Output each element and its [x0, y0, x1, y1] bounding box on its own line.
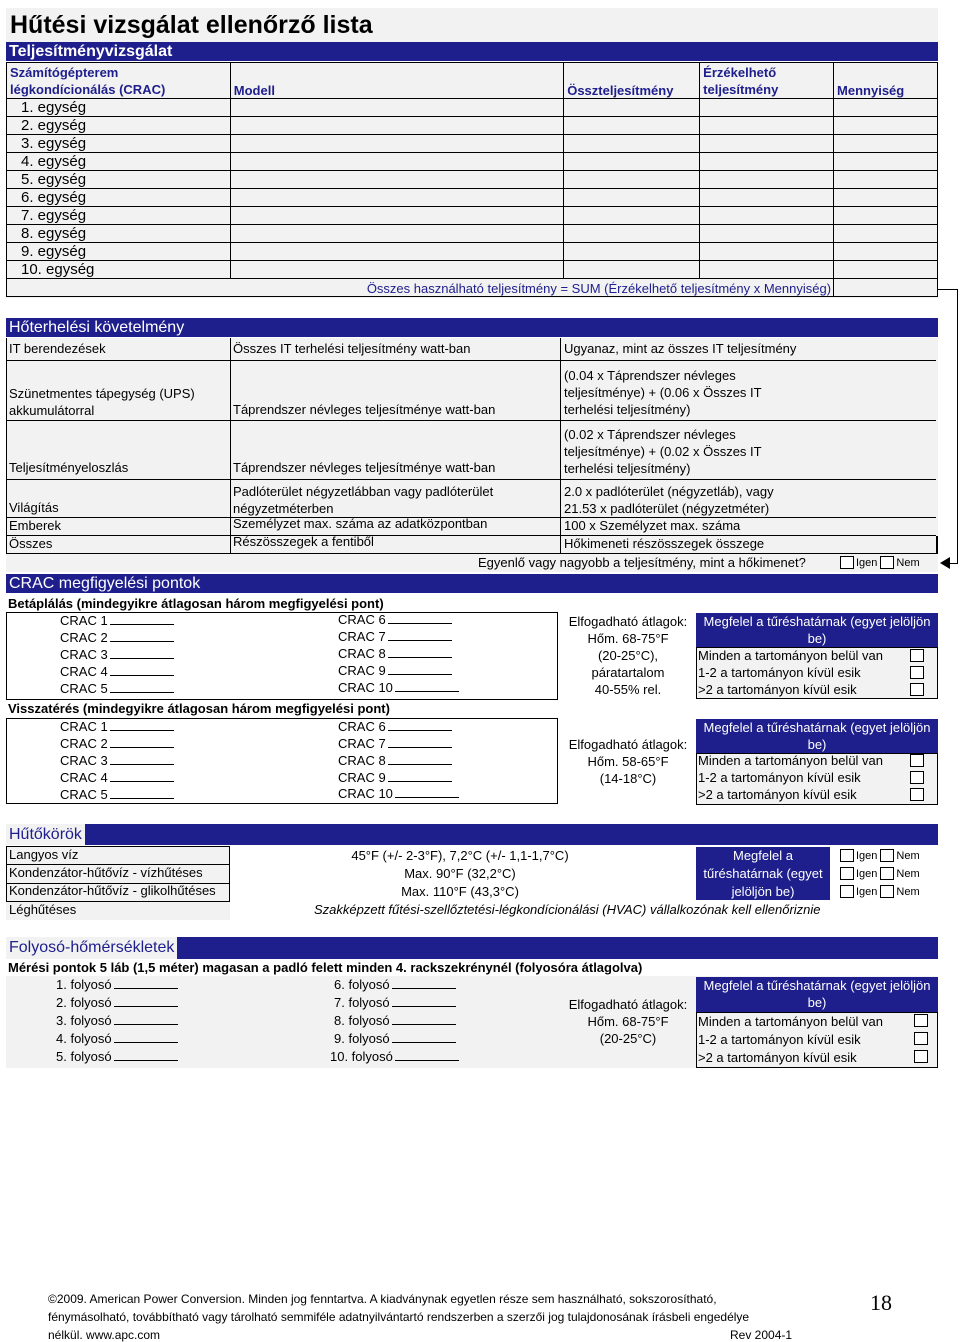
page-title: Hűtési vizsgálat ellenőrző lista	[6, 8, 938, 42]
unit-label: 5. egység	[7, 171, 231, 189]
aisle-meets-box: Megfelel a tűréshatárnak (egyet jelöljön be)	[696, 977, 938, 1012]
unit-label: 6. egység	[7, 189, 231, 207]
loop-spec: Max. 110°F (43,3°C)	[401, 884, 519, 899]
crac-field[interactable]	[395, 680, 459, 692]
heat-load-panel	[6, 338, 938, 572]
model-cell[interactable]	[230, 135, 563, 153]
total-cell[interactable]	[564, 153, 700, 171]
connector-line	[948, 563, 958, 564]
loop-yes-no	[840, 883, 923, 900]
yes-checkbox[interactable]	[840, 885, 854, 898]
model-cell[interactable]	[230, 225, 563, 243]
heat-calc: (0.02 x Táprendszer névleges teljesítménye) + (0.02 x Összes IT terhelési teljesítmény)	[564, 427, 762, 476]
supply-meets-box: Megfelel a tűréshatárnak (egyet jelöljön be)	[696, 613, 938, 647]
heat-calc: 2.0 x padlóterület (négyzetláb), vagy 21.53 x padlóterület (négyzetméter)	[564, 484, 774, 516]
supply-title: Betáplálás (mindegyikre átlagosan három megfigyelési pont)	[8, 596, 384, 611]
loop-yes-no	[840, 865, 923, 882]
model-cell[interactable]	[230, 189, 563, 207]
option-checkbox[interactable]	[910, 683, 924, 696]
crac-field[interactable]	[110, 736, 174, 748]
unit-label: 9. egység	[7, 243, 231, 261]
connector-line	[957, 289, 958, 563]
divider	[6, 360, 936, 361]
total-cell[interactable]	[564, 207, 700, 225]
sensible-cell[interactable]	[700, 225, 834, 243]
option-checkbox[interactable]	[910, 649, 924, 662]
aisle-field[interactable]	[392, 977, 456, 989]
total-cell[interactable]	[564, 99, 700, 117]
loop-name: Kondenzátor-hűtővíz - glikolhűtéses	[9, 883, 216, 898]
total-cell[interactable]	[564, 171, 700, 189]
crac-field[interactable]	[388, 736, 452, 748]
crac-item: CRAC 8	[338, 753, 452, 769]
heat-item: Teljesítményeloszlás	[9, 460, 129, 475]
loop-name: Léghűtéses	[9, 902, 77, 917]
col-model: Modell	[230, 63, 563, 99]
heat-yes-no	[840, 554, 923, 571]
sensible-cell[interactable]	[700, 243, 834, 261]
aisle-field[interactable]	[114, 1013, 178, 1025]
aisle-field[interactable]	[395, 1049, 459, 1061]
total-cell[interactable]	[564, 135, 700, 153]
crac-item: CRAC 5	[60, 787, 174, 803]
total-cell[interactable]	[564, 117, 700, 135]
total-cell[interactable]	[564, 225, 700, 243]
unit-label: 3. egység	[7, 135, 231, 153]
aisle-item: 3. folyosó	[56, 1013, 178, 1029]
loop-spec: Max. 90°F (32,2°C)	[404, 866, 516, 881]
aisle-accept: Elfogadható átlagok: Hőm. 68-75°F (20-25°C)	[568, 997, 688, 1046]
yes-checkbox[interactable]	[840, 849, 854, 862]
qty-cell[interactable]	[834, 135, 938, 153]
sensible-cell[interactable]	[700, 189, 834, 207]
option-label: 1-2 a tartományon kívül esik	[698, 1032, 861, 1047]
supply-accept: Elfogadható átlagok: Hőm. 68-75°F (20-25°C), páratartalom 40-55% rel.	[568, 614, 688, 697]
heat-item: Emberek	[9, 518, 62, 533]
aisle-item: 9. folyosó	[334, 1031, 456, 1047]
option-label: Minden a tartományon belül van	[698, 753, 884, 768]
crac-item: CRAC 2	[60, 736, 174, 752]
divider	[936, 536, 938, 553]
crac-field[interactable]	[110, 664, 174, 676]
crac-item: CRAC 4	[60, 664, 174, 680]
model-cell[interactable]	[230, 153, 563, 171]
total-cell[interactable]	[564, 243, 700, 261]
aisle-field[interactable]	[392, 995, 456, 1007]
loops-band	[6, 824, 938, 845]
loop-name: Kondenzátor-hűtővíz - vízhűtéses	[9, 865, 203, 880]
footer-rev: Rev 2004-1	[730, 1328, 793, 1342]
crac-field[interactable]	[110, 630, 174, 642]
aisle-field[interactable]	[114, 1031, 178, 1043]
loop-name: Langyos víz	[9, 847, 79, 862]
sum-cell[interactable]	[834, 279, 938, 297]
option-checkbox[interactable]	[914, 1032, 928, 1045]
aisle-field[interactable]	[392, 1013, 456, 1025]
crac-item: CRAC 6	[338, 612, 452, 628]
option-checkbox[interactable]	[910, 666, 924, 679]
section-aisle-header: Folyosó-hőmérsékletek	[6, 937, 177, 959]
divider	[6, 553, 938, 554]
heat-input: Táprendszer névleges teljesítménye watt-ban	[233, 402, 496, 417]
crac-item: CRAC 9	[338, 663, 452, 679]
aisle-item: 4. folyosó	[56, 1031, 178, 1047]
crac-item: CRAC 7	[338, 736, 452, 752]
option-label: >2 a tartományon kívül esik	[698, 1050, 857, 1065]
option-label: 1-2 a tartományon kívül esik	[698, 665, 861, 680]
aisle-item: 10. folyosó	[330, 1049, 459, 1065]
crac-field[interactable]	[110, 681, 174, 693]
heat-input: Részösszegek a fentiből	[233, 534, 374, 549]
aisle-subtitle: Mérési pontok 5 láb (1,5 méter) magasan a padló felett minden 4. rackszekrénynél (folyosóra átlagolva)	[8, 960, 643, 975]
loops-meets-box: Megfelel a tűréshatárnak (egyet jelöljön be)	[696, 847, 830, 900]
sensible-cell[interactable]	[700, 153, 834, 171]
crac-item: CRAC 3	[60, 647, 174, 663]
divider	[230, 338, 231, 553]
aisle-item: 7. folyosó	[334, 995, 456, 1011]
sensible-cell[interactable]	[700, 207, 834, 225]
section-heat-load-header: Hőterhelési követelmény	[6, 318, 938, 337]
no-checkbox[interactable]	[880, 885, 894, 898]
sensible-cell[interactable]	[700, 117, 834, 135]
yes-label: Igen	[856, 849, 878, 862]
return-meets-box: Megfelel a tűréshatárnak (egyet jelöljön be)	[696, 719, 938, 753]
capacity-table	[6, 62, 938, 297]
model-cell[interactable]	[230, 207, 563, 225]
divider	[6, 338, 7, 553]
crac-field[interactable]	[388, 663, 452, 675]
heat-input: Összes IT terhelési teljesítmény watt-ban	[233, 341, 471, 356]
option-checkbox[interactable]	[910, 788, 924, 801]
option-label: >2 a tartományon kívül esik	[698, 787, 857, 802]
option-label: >2 a tartományon kívül esik	[698, 682, 857, 697]
heat-calc: 100 x Személyzet max. száma	[564, 518, 741, 533]
crac-field[interactable]	[110, 770, 174, 782]
heat-input: Padlóterület négyzetlábban vagy padlóterület négyzetméterben	[233, 484, 494, 516]
crac-field[interactable]	[388, 719, 452, 731]
model-cell[interactable]	[230, 117, 563, 135]
qty-cell[interactable]	[834, 207, 938, 225]
aisle-item: 2. folyosó	[56, 995, 178, 1011]
divider	[6, 479, 936, 480]
col-total: Összteljesítmény	[564, 63, 700, 99]
aisle-item: 6. folyosó	[334, 977, 456, 993]
sensible-cell[interactable]	[700, 99, 834, 117]
crac-item: CRAC 3	[60, 753, 174, 769]
no-checkbox[interactable]	[880, 867, 894, 880]
total-cell[interactable]	[564, 261, 700, 279]
no-label: Nem	[896, 556, 920, 569]
crac-item: CRAC 10	[338, 786, 459, 802]
qty-cell[interactable]	[834, 189, 938, 207]
aisle-field[interactable]	[114, 1049, 178, 1061]
yes-label: Igen	[856, 867, 878, 880]
crac-item: CRAC 5	[60, 681, 174, 697]
sensible-cell[interactable]	[700, 171, 834, 189]
aisle-item: 8. folyosó	[334, 1013, 456, 1029]
crac-item: CRAC 7	[338, 629, 452, 645]
crac-field[interactable]	[395, 786, 459, 798]
heat-item: Szünetmentes tápegység (UPS) akkumulátorral	[9, 386, 195, 418]
yes-label: Igen	[856, 885, 878, 898]
divider	[560, 338, 561, 553]
unit-label: 2. egység	[7, 117, 231, 135]
section-loops-header: Hűtőkörök	[6, 824, 85, 845]
qty-cell[interactable]	[834, 243, 938, 261]
sensible-cell[interactable]	[700, 135, 834, 153]
qty-cell[interactable]	[834, 99, 938, 117]
crac-field[interactable]	[388, 646, 452, 658]
option-label: 1-2 a tartományon kívül esik	[698, 770, 861, 785]
crac-item: CRAC 4	[60, 770, 174, 786]
crac-item: CRAC 8	[338, 646, 452, 662]
option-label: Minden a tartományon belül van	[698, 1014, 884, 1029]
crac-item: CRAC 6	[338, 719, 452, 735]
loop-yes-no	[840, 847, 923, 864]
connector-line	[938, 289, 958, 290]
model-cell[interactable]	[230, 261, 563, 279]
crac-field[interactable]	[110, 719, 174, 731]
no-label: Nem	[896, 867, 920, 880]
sensible-cell[interactable]	[700, 261, 834, 279]
crac-field[interactable]	[388, 629, 452, 641]
option-checkbox[interactable]	[910, 771, 924, 784]
aisle-field[interactable]	[114, 995, 178, 1007]
yes-label: Igen	[856, 556, 878, 569]
col-qty: Mennyiség	[834, 63, 938, 99]
heat-calc: Ugyanaz, mint az összes IT teljesítmény	[564, 341, 797, 356]
crac-item: CRAC 10	[338, 680, 459, 696]
heat-item: IT berendezések	[9, 341, 106, 356]
crac-field[interactable]	[110, 647, 174, 659]
heat-input: Táprendszer névleges teljesítménye watt-ban	[233, 460, 496, 475]
no-checkbox[interactable]	[880, 849, 894, 862]
qty-cell[interactable]	[834, 153, 938, 171]
unit-label: 7. egység	[7, 207, 231, 225]
heat-input: Személyzet max. száma az adatközpontban	[233, 516, 488, 531]
return-accept: Elfogadható átlagok: Hőm. 58-65°F (14-18°C)	[568, 737, 688, 786]
aisle-item: 1. folyosó	[56, 977, 178, 993]
option-checkbox[interactable]	[910, 754, 924, 767]
crac-item: CRAC 1	[60, 719, 174, 735]
aisle-field[interactable]	[392, 1031, 456, 1043]
unit-label: 8. egység	[7, 225, 231, 243]
unit-label: 10. egység	[7, 261, 231, 279]
crac-field[interactable]	[388, 753, 452, 765]
unit-label: 4. egység	[7, 153, 231, 171]
crac-field[interactable]	[110, 613, 174, 625]
model-cell[interactable]	[230, 99, 563, 117]
footer-line3: nélkül. www.apc.com	[48, 1328, 161, 1342]
loop-spec: 45°F (+/- 2-3°F), 7,2°C (+/- 1,1-1,7°C)	[351, 848, 569, 863]
qty-cell[interactable]	[834, 117, 938, 135]
no-label: Nem	[896, 849, 920, 862]
footer-line1: ©2009. American Power Conversion. Minden jog fenntartva. A kiadványnak egyetlen része sem használható, sokszorosítható,	[48, 1292, 717, 1306]
yes-checkbox[interactable]	[840, 867, 854, 880]
sum-note: Összes használható teljesítmény = SUM (Érzékelhető teljesítmény x Mennyiség)	[7, 279, 834, 297]
crac-item: CRAC 1	[60, 613, 174, 629]
page-number: 18	[870, 1290, 892, 1315]
section-crac-header: CRAC megfigyelési pontok	[6, 574, 938, 593]
total-cell[interactable]	[564, 189, 700, 207]
heat-calc: (0.04 x Táprendszer névleges teljesítménye) + (0.06 x Összes IT terhelési teljesítmény)	[564, 368, 762, 417]
footer-line2: fénymásolható, továbbítható vagy tárolható semmiféle adatnyilvántartó rendszerben a szerzői jog tulajdonosának írásbeli engedélye	[48, 1310, 750, 1324]
heat-item: Összes	[9, 536, 53, 551]
col-sensible: Érzékelhető teljesítmény	[700, 63, 834, 99]
crac-item: CRAC 2	[60, 630, 174, 646]
heat-question: Egyenlő vagy nagyobb a teljesítmény, mint a hőkimenet?	[478, 555, 806, 570]
divider	[6, 420, 936, 421]
heat-calc: Hőkimeneti részösszegek összege	[564, 536, 765, 551]
return-title: Visszatérés (mindegyikre átlagosan három megfigyelési pont)	[8, 701, 390, 716]
crac-field[interactable]	[388, 612, 452, 624]
crac-field[interactable]	[110, 753, 174, 765]
option-checkbox[interactable]	[914, 1014, 928, 1027]
col-crac: Számítógépterem légkondícionálás (CRAC)	[7, 63, 231, 99]
heat-item: Világítás	[9, 500, 59, 515]
crac-field[interactable]	[388, 770, 452, 782]
crac-item: CRAC 9	[338, 770, 452, 786]
qty-cell[interactable]	[834, 225, 938, 243]
unit-label: 1. egység	[7, 99, 231, 117]
qty-cell[interactable]	[834, 261, 938, 279]
no-label: Nem	[896, 885, 920, 898]
aisle-field[interactable]	[114, 977, 178, 989]
no-checkbox[interactable]	[880, 556, 894, 569]
model-cell[interactable]	[230, 171, 563, 189]
option-label: Minden a tartományon belül van	[698, 648, 884, 663]
crac-field[interactable]	[110, 787, 174, 799]
divider	[6, 535, 936, 536]
option-checkbox[interactable]	[914, 1050, 928, 1063]
yes-checkbox[interactable]	[840, 556, 854, 569]
qty-cell[interactable]	[834, 171, 938, 189]
loop-spec: Szakképzett fűtési-szellőztetési-légkondícionálási (HVAC) vállalkozónak kell ellenőriznie	[314, 902, 821, 917]
aisle-item: 5. folyosó	[56, 1049, 178, 1065]
model-cell[interactable]	[230, 243, 563, 261]
section-capacity-header: Teljesítményvizsgálat	[6, 42, 938, 61]
